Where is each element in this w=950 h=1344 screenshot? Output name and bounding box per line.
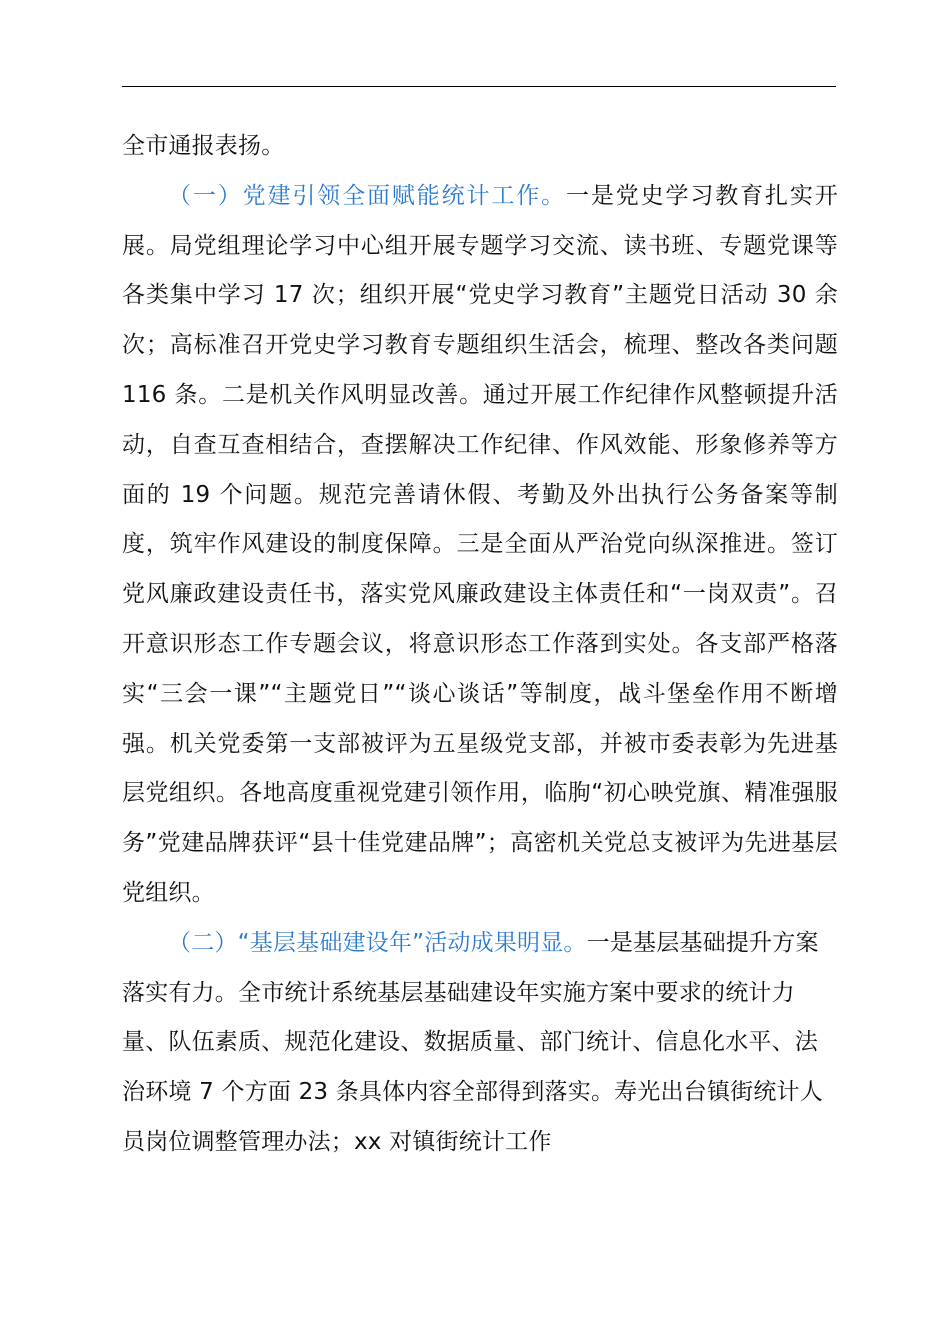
section-heading-2: （二）“基层基础建设年”活动成果明显。 [168, 929, 587, 956]
section-paragraph-2 [122, 919, 838, 1168]
section-heading-1: （一）党建引领全面赋能统计工作。 [168, 182, 567, 209]
section-body-1: 一是党史学习教育扎实开展。局党组理论学习中心组开展专题学习交流、读书班、专题党课等各类集中学习 17 次；组织开展“党史学习教育”主题党日活动 30 余次；高标准召开党史学习教育专题组织生活会，梳理、整改各类问题 116 条。二是机关作风明显改善。通过开展工作纪律作风整顿提升活动，自查互查相结合，查摆解决工作纪律、作风效能、形象修养等方面的 19 个问题。规范完善请休假、考勤及外出执行公务备案等制度，筑牢作风建设的制度保障。三是全面从严治党向纵深推进。签订党风廉政建设责任书，落实党风廉政建设主体责任和“一岗双责”。召开意识形态工作专题会议，将意识形态工作落到实处。各支部严格落实“三会一课”“主题党日”“谈心谈话”等制度，战斗堡垒作用不断增强。机关党委第一支部被评为五星级党支部，并被市委表彰为先进基层党组织。各地高度重视党建引领作用，临朐“初心映党旗、精准强服务”党建品牌获评“县十佳党建品牌”；高密机关党总支被评为先进基层党组织。 [122, 182, 838, 906]
section-paragraph-1 [122, 172, 838, 919]
document-body [122, 122, 838, 1168]
section-body-2: 一是基层基础提升方案落实有力。全市统计系统基层基础建设年实施方案中要求的统计力量、队伍素质、规范化建设、数据质量、部门统计、信息化水平、法治环境 7 个方面 23 条具体内容全部得到落实。寿光出台镇街统计人员岗位调整管理办法；xx 对镇街统计工作 [122, 929, 823, 1155]
continuation-text: 全市通报表扬。 [122, 133, 285, 159]
continuation-paragraph [122, 122, 838, 172]
header-rule [122, 86, 836, 87]
